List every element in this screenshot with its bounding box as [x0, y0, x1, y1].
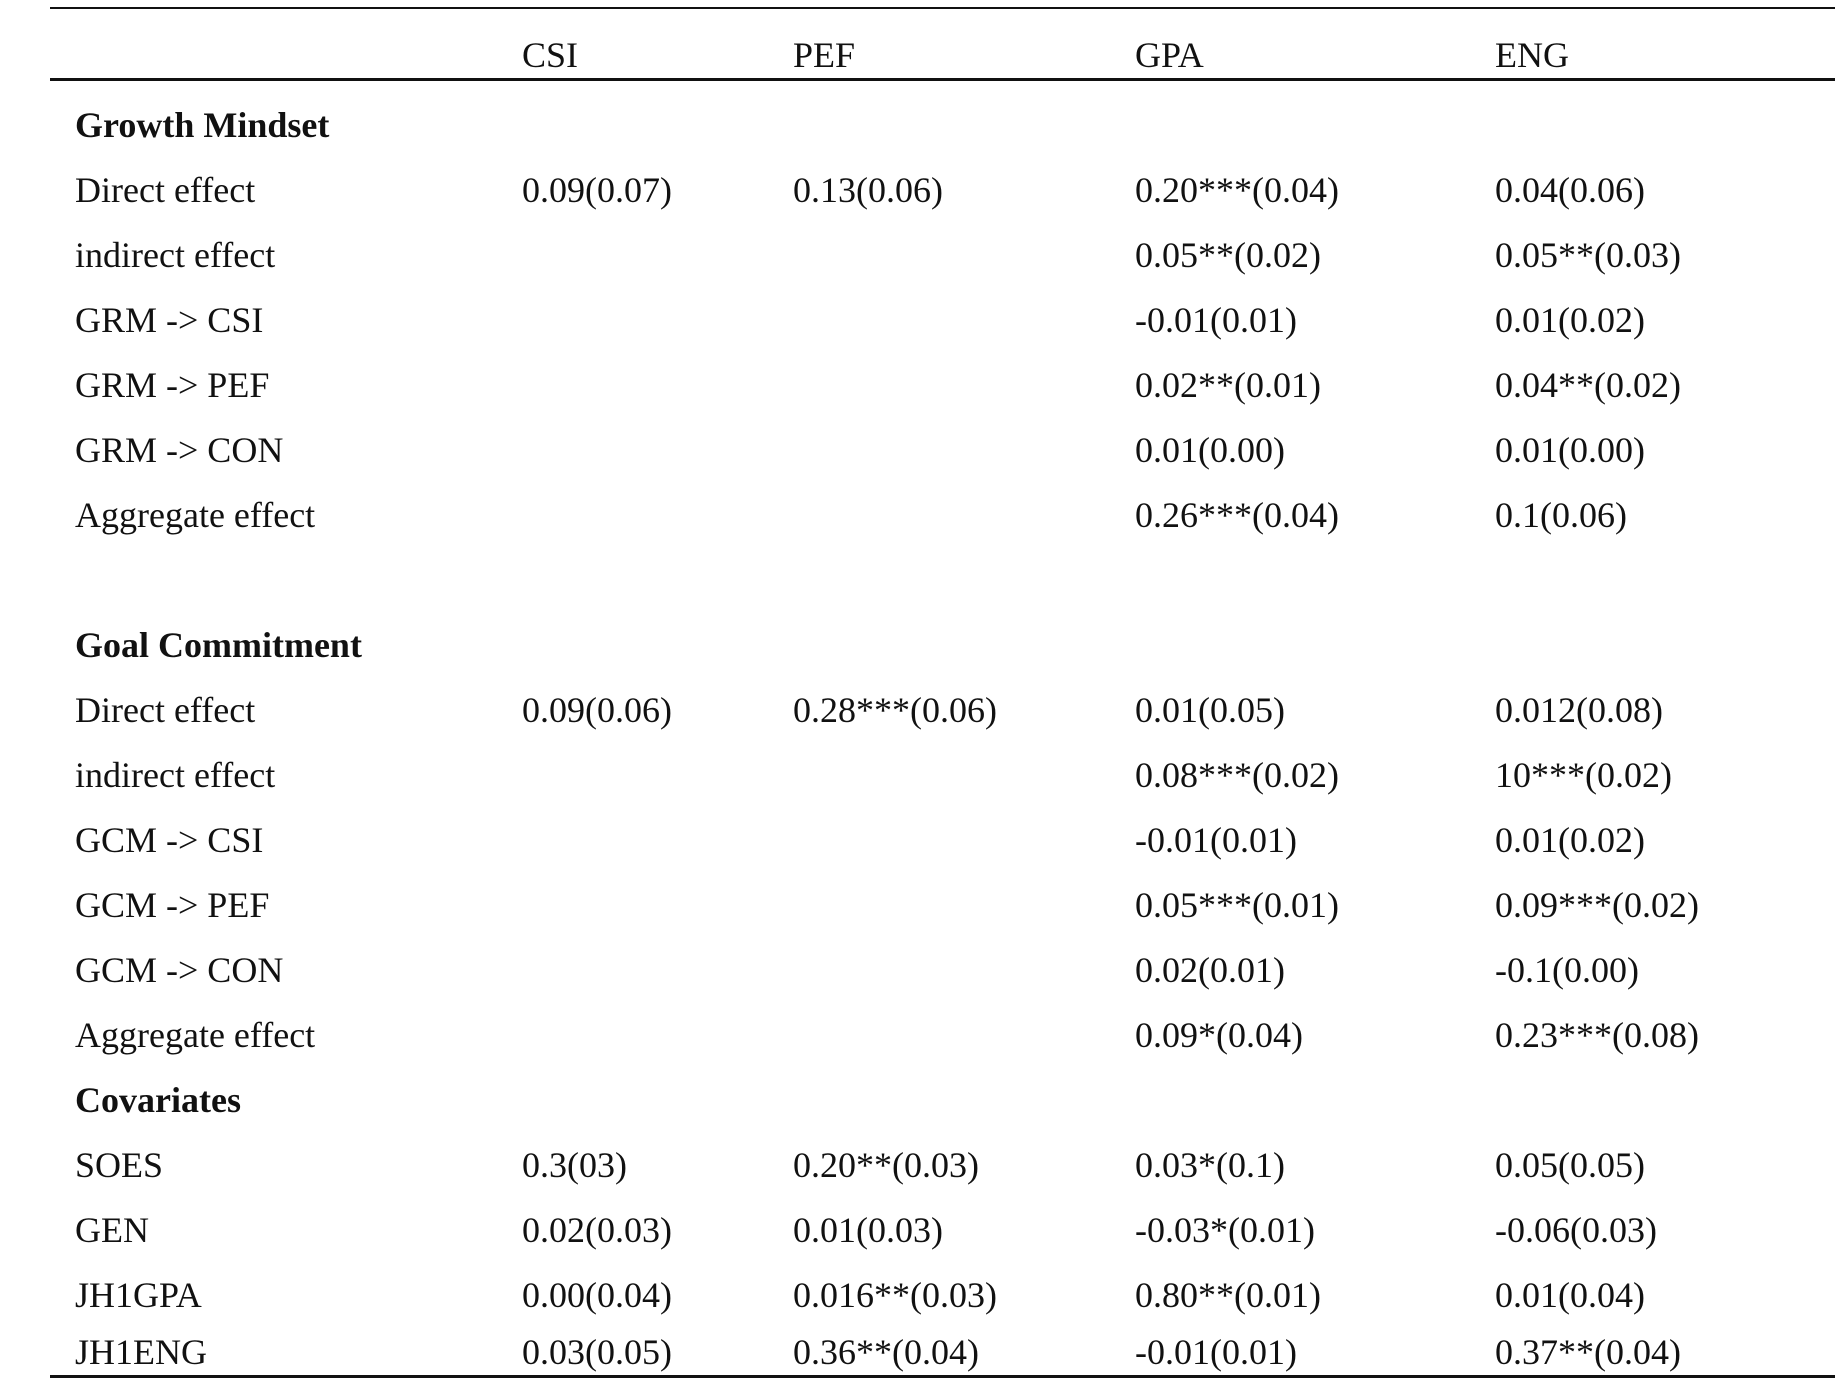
row-label: GCM -> CSI [75, 820, 264, 860]
cell-csi: 0.00(0.04) [522, 1275, 672, 1315]
cell-gpa: 0.05**(0.02) [1135, 235, 1321, 275]
cell-eng: 0.01(0.02) [1495, 300, 1645, 340]
row-label: indirect effect [75, 755, 276, 795]
cell-eng: 0.05(0.05) [1495, 1145, 1645, 1185]
row-label: GCM -> PEF [75, 885, 270, 925]
cell-pef: 0.016**(0.03) [793, 1275, 997, 1315]
row-label: JH1ENG [75, 1332, 207, 1372]
cell-csi: 0.03(0.05) [522, 1332, 672, 1372]
cell-pef: 0.01(0.03) [793, 1210, 943, 1250]
cell-gpa: 0.08***(0.02) [1135, 755, 1339, 795]
cell-csi: 0.02(0.03) [522, 1210, 672, 1250]
cell-pef: 0.28***(0.06) [793, 690, 997, 730]
cell-eng: 0.05**(0.03) [1495, 235, 1681, 275]
cell-eng: 0.01(0.00) [1495, 430, 1645, 470]
table-header-rule [50, 78, 1835, 81]
cell-gpa: 0.01(0.00) [1135, 430, 1285, 470]
row-label: GEN [75, 1210, 149, 1250]
row-label: Direct effect [75, 690, 256, 730]
cell-eng: 0.23***(0.08) [1495, 1015, 1699, 1055]
row-label: SOES [75, 1145, 164, 1185]
cell-gpa: 0.80**(0.01) [1135, 1275, 1321, 1315]
cell-eng: 0.1(0.06) [1495, 495, 1627, 535]
cell-eng: 0.04(0.06) [1495, 170, 1645, 210]
cell-eng: 0.01(0.04) [1495, 1275, 1645, 1315]
row-label: GRM -> CSI [75, 300, 264, 340]
cell-pef: 0.36**(0.04) [793, 1332, 979, 1372]
section-title-goal-commitment: Goal Commitment [75, 625, 362, 665]
cell-csi: 0.09(0.06) [522, 690, 672, 730]
table-bottom-rule [50, 1375, 1835, 1378]
cell-eng: 0.012(0.08) [1495, 690, 1663, 730]
header-csi: CSI [522, 35, 579, 75]
section-title-growth-mindset: Growth Mindset [75, 105, 330, 145]
cell-eng: 0.37**(0.04) [1495, 1332, 1681, 1372]
cell-eng: 0.09***(0.02) [1495, 885, 1699, 925]
cell-gpa: 0.01(0.05) [1135, 690, 1285, 730]
cell-gpa: -0.03*(0.01) [1135, 1210, 1315, 1250]
row-label: GRM -> CON [75, 430, 284, 470]
cell-gpa: 0.20***(0.04) [1135, 170, 1339, 210]
cell-gpa: 0.05***(0.01) [1135, 885, 1339, 925]
section-title-covariates: Covariates [75, 1080, 241, 1120]
row-label: JH1GPA [75, 1275, 202, 1315]
cell-gpa: -0.01(0.01) [1135, 1332, 1297, 1372]
cell-eng: 0.04**(0.02) [1495, 365, 1681, 405]
cell-csi: 0.3(03) [522, 1145, 627, 1185]
cell-eng: -0.1(0.00) [1495, 950, 1639, 990]
cell-gpa: 0.09*(0.04) [1135, 1015, 1303, 1055]
header-eng: ENG [1495, 35, 1569, 75]
table-top-rule [50, 7, 1835, 9]
cell-gpa: 0.26***(0.04) [1135, 495, 1339, 535]
cell-eng: 0.01(0.02) [1495, 820, 1645, 860]
cell-gpa: 0.03*(0.1) [1135, 1145, 1285, 1185]
cell-gpa: -0.01(0.01) [1135, 820, 1297, 860]
header-gpa: GPA [1135, 35, 1204, 75]
row-label: GCM -> CON [75, 950, 284, 990]
row-label: Direct effect [75, 170, 256, 210]
cell-pef: 0.20**(0.03) [793, 1145, 979, 1185]
row-label: indirect effect [75, 235, 276, 275]
header-pef: PEF [793, 35, 856, 75]
cell-eng: 10***(0.02) [1495, 755, 1672, 795]
cell-pef: 0.13(0.06) [793, 170, 943, 210]
cell-gpa: 0.02**(0.01) [1135, 365, 1321, 405]
cell-gpa: -0.01(0.01) [1135, 300, 1297, 340]
cell-gpa: 0.02(0.01) [1135, 950, 1285, 990]
row-label: Aggregate effect [75, 495, 316, 535]
row-label: GRM -> PEF [75, 365, 270, 405]
cell-eng: -0.06(0.03) [1495, 1210, 1657, 1250]
row-label: Aggregate effect [75, 1015, 316, 1055]
cell-csi: 0.09(0.07) [522, 170, 672, 210]
